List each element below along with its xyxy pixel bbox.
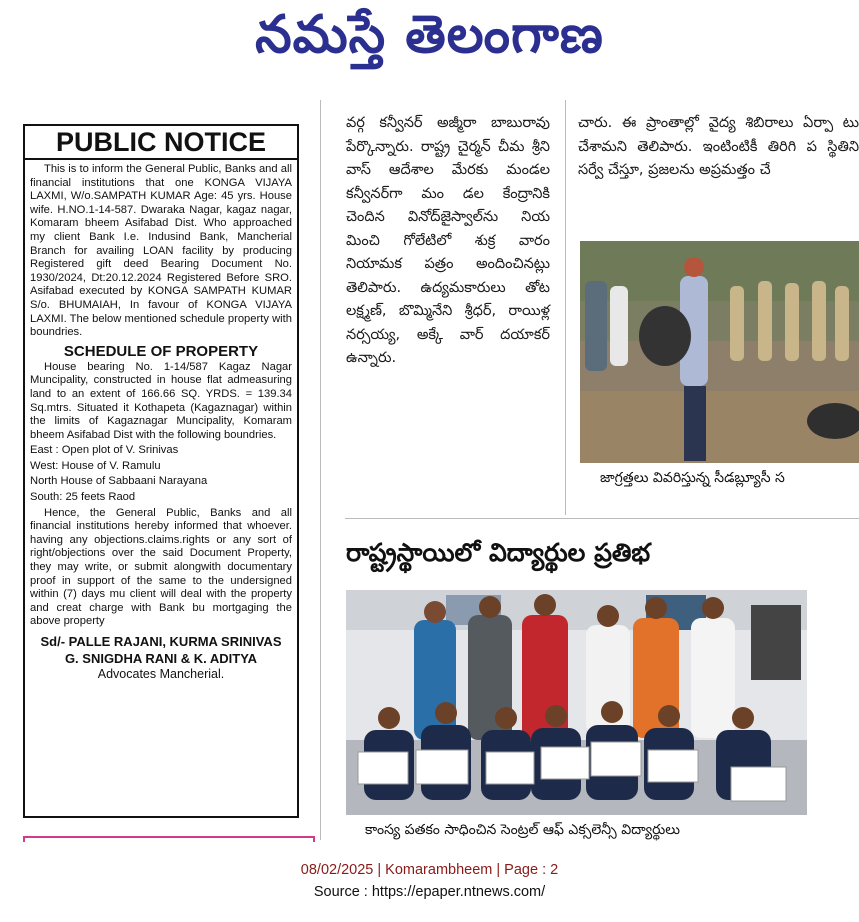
footer-source-link[interactable]: Source : https://epaper.ntnews.com/ (313, 884, 546, 900)
photo-caption-right: జాగ్రత్తలు వివరిస్తున్న సీడబ్ల్యూసీ స (600, 470, 785, 486)
article-text-right: చారు. ఈ ప్రాంతాల్లో వైద్య శిబిరాలు ఏర్పా టు చేశామని తెలిపారు. ఇంటింటికీ తిరిగి ప స్థితిని సర్వే చేస్తూ, ప్రజలను అప్రమత్తం చే (578, 115, 859, 178)
notice-closing: Hence, the General Public, Banks and all financial institutions hereby informed that whoever. having any objections.claims.rights or any sort of right/objections over the said Document Property, they may write, or submit alongwith documentary proof in support of the same to the undersigned within (7) days mu client will deal with the property and creat charge with Bank bu mortgaging the above property (30, 506, 292, 628)
story-headline: రాష్ట్రస్థాయిలో విద్యార్థుల ప్రతిభ (346, 538, 651, 567)
column-divider (320, 100, 321, 840)
schedule-heading: SCHEDULE OF PROPERTY (63, 342, 259, 360)
masthead (0, 0, 859, 80)
advocates-location: Advocates Mancherial. (97, 667, 225, 681)
boundary-east: East : Open plot of V. Srinivas (30, 444, 179, 457)
signatories-line-2: G. SNIGDHA RANI & K. ADITYA (64, 651, 258, 666)
newspaper-logo: నమస్తే తెలంగాణ (255, 4, 604, 65)
section-divider (345, 518, 859, 519)
schedule-text: House bearing No. 1-14/587 Kagaz Nagar Muncipality, constructed in house flat admeasuring land to an extent of 166.66 SQ. YRDS. = 139.34 Sq.mtrs. Situated it Kothapeta (Kagaznagar) within the limits of Kagaznagar Muncipality, Komaram bheem Asifabad Dist with the following boundries. (30, 360, 292, 441)
photo-caption-story: కాంస్య పతకం సాధించిన సెంట్రల్ ఆఫ్ ఎక్సలెన్సీ విద్యార్థులు (365, 822, 681, 838)
signatories-line-1: Sd/- PALLE RAJANI, KURMA SRINIVAS (40, 634, 282, 649)
boundary-north: North House of Sabbaani Narayana (30, 475, 208, 488)
cut-text-fragment (145, 96, 305, 106)
photo-students-medals (346, 590, 807, 815)
article-text-middle: వర్గ కన్వీనర్ అజ్మీరా బాబురావు పేర్కొన్నారు. రాష్ట్ర చైర్మన్ చీమ శ్రీని వాస్ ఆదేశాల మేరకు మండల కన్వీనర్‌గా మం డల కేంద్రానికి చెందిన వినోద్‌జైస్వాల్‌ను నియ మించి గోలేటిలో శుక్ర వారం నియామక పత్రం అందించినట్లు తెలిపారు. ఉద్యమకారులు తోట లక్ష్మణ్, బొమ్మినేని శ్రీధర్, రాయిళ్ల నర్సయ్య, అక్కే వార్ దయాకర్ ఉన్నారు. (346, 115, 550, 366)
footer-edition-info: 08/02/2025 | Komarambheem | Page : 2 (300, 862, 559, 878)
notice-heading: PUBLIC NOTICE (25, 126, 297, 160)
boundary-west: West: House of V. Ramulu (30, 459, 161, 472)
column-divider (565, 100, 566, 515)
photo-officials-forest (580, 241, 859, 463)
notice-intro: This is to inform the General Public, Banks and all financial institutions that one KONGA VIJAYA LAXMI, W/o.SAMPATH KUMAR Age: 45 yrs. House wife. H.NO.1-14-587. Dwaraka Nagar, kagaz nagar, Komaram bheem Asifabad Dist. Who approached my client Bank I.e. Indusind Bank, Mancherial Branch for availing LOAN facility by producing Registered gift deed Bearing Document No. 1930/2024, Dt:20.12.2024 Registered Before SRO. Asifabad executed by KONGA SAMPATH KUMAR S/o. BHUMAIAH, In favour of KONGA VIJAYA LAXMI. The below mentioned schedule property with boundries. (30, 163, 292, 339)
divider (23, 836, 315, 842)
public-notice (23, 124, 299, 818)
boundary-south: South: 25 feets Raod (30, 491, 136, 504)
